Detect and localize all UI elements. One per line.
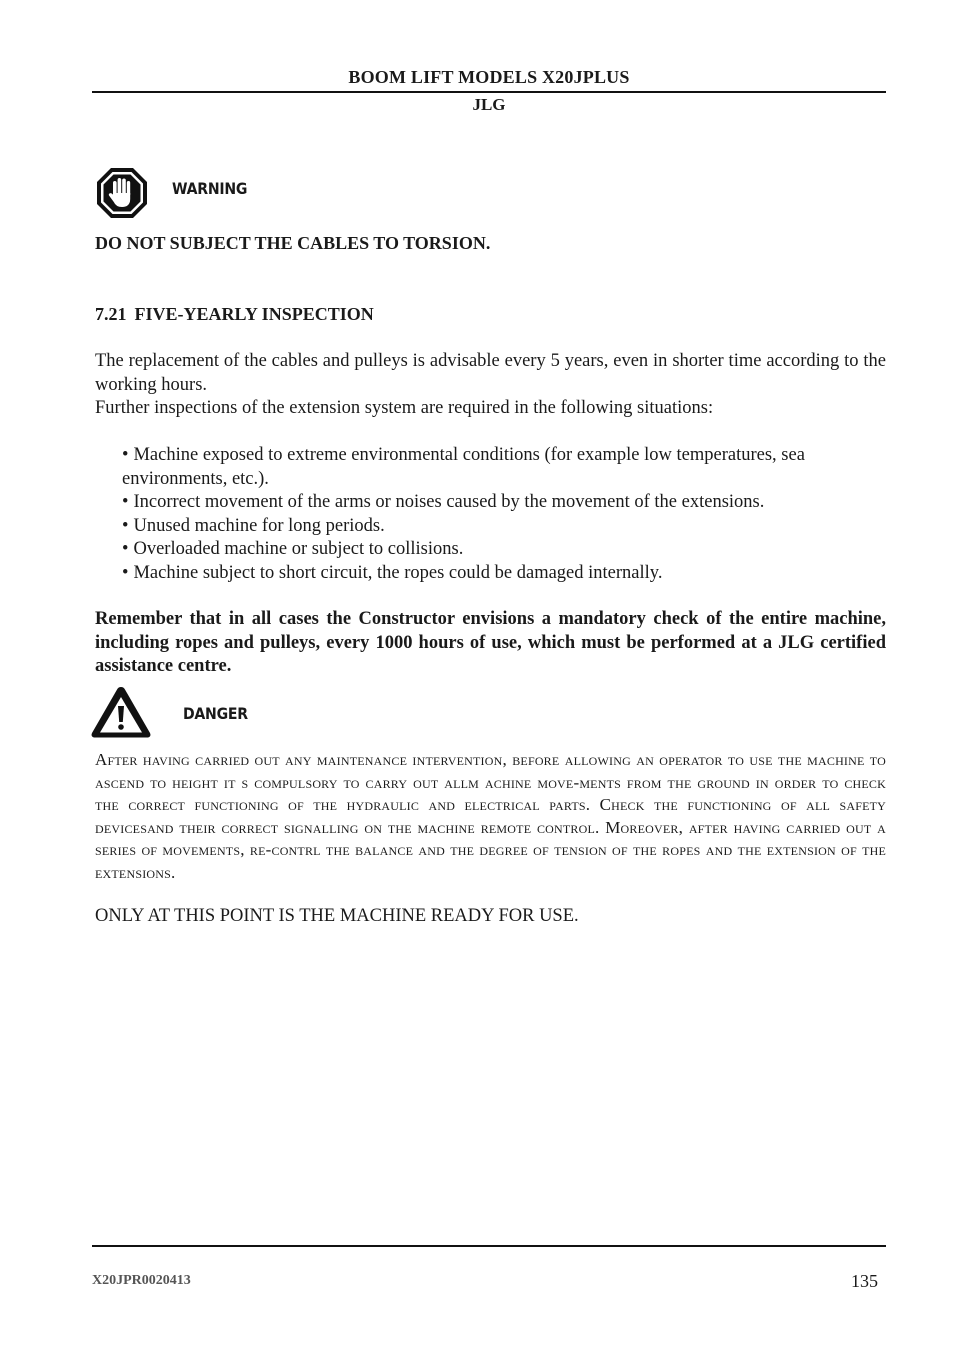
section-number: 7.21: [95, 304, 127, 324]
header-divider: [92, 91, 886, 93]
section-title: FIVE-YEARLY INSPECTION: [134, 304, 374, 324]
ready-notice: ONLY AT THIS POINT IS THE MACHINE READY FOR USE.: [95, 906, 579, 926]
list-item: [122, 444, 886, 491]
list-item-text: Machine subject to short circuit, the ropes could be damaged internally.: [133, 562, 663, 583]
list-item-text: Machine exposed to extreme environmental conditions (for example low temperatures, sea environments, etc.).: [122, 445, 805, 489]
list-item-text: Overloaded machine or subject to collisions.: [133, 539, 464, 559]
warning-message: DO NOT SUBJECT THE CABLES TO TORSION.: [95, 233, 491, 253]
bullet: •: [122, 562, 129, 583]
page-number: 135: [851, 1271, 878, 1291]
list-item: [122, 491, 886, 515]
reminder-paragraph: Remember that in all cases the Constructor envisions a mandatory check of the entire machine, including ropes and pulleys, every 1000 hours of use, which must be performed at a JLG certified assistance centre.: [95, 609, 886, 676]
bullet: •: [122, 515, 129, 536]
document-code: X20JPR0020413: [92, 1273, 191, 1288]
footer-divider: [92, 1245, 886, 1247]
body-paragraph: The replacement of the cables and pulleys is advisable every 5 years, even in shorter time according to the working hours.: [95, 351, 886, 395]
danger-message: After having carried out any maintenance intervention, before allowing an operator to use the machine to ascend to height it s compulsory to carry out allm achine move-ments from the ground in order to check the correct functioning of the hydraulic and electrical parts. Check the functioning of all safety devicesand their correct signalling on the machine remote control. Moreover, after having carried out a series of movements, re-contrl the balance and the degree of tension of the ropes and the extension of the extensions.: [95, 750, 886, 882]
bullet: •: [122, 539, 129, 559]
danger-label: DANGER: [183, 704, 248, 723]
body-paragraph: Further inspections of the extension system are required in the following situations:: [95, 398, 714, 418]
list-item: [122, 562, 886, 586]
warning-triangle-icon: [89, 684, 153, 740]
bullet: •: [122, 492, 129, 512]
inspection-situations-list: [122, 444, 886, 585]
bullet: •: [122, 445, 129, 465]
warning-label: WARNING: [172, 179, 248, 198]
document-header-title: BOOM LIFT MODELS X20JPLUS: [348, 67, 630, 87]
stop-hand-icon: [95, 166, 149, 220]
list-item: [122, 538, 886, 562]
list-item-text: Incorrect movement of the arms or noises caused by the movement of the extensions.: [133, 492, 765, 512]
document-header-brand: JLG: [472, 95, 506, 114]
list-item-text: Unused machine for long periods.: [133, 515, 385, 536]
section-heading: [95, 304, 374, 325]
list-item: [122, 515, 886, 539]
